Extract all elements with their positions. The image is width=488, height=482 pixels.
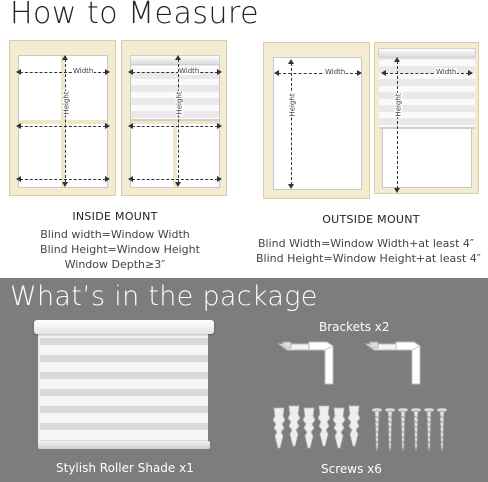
outside-window-frame-blind	[374, 42, 479, 194]
bracket-icon	[362, 338, 432, 388]
width-dimension-line	[20, 179, 106, 180]
wall-anchors-icon	[270, 402, 370, 458]
width-label: Width	[325, 68, 346, 76]
height-label: Height	[175, 91, 184, 115]
width-dimension-line	[132, 179, 218, 180]
inside-mount-formula-1: Blind width=Window Width	[40, 228, 190, 241]
window-pane	[18, 55, 108, 188]
height-dimension-line	[291, 63, 292, 185]
height-dimension-line	[178, 59, 179, 183]
inside-mount-heading: INSIDE MOUNT	[72, 210, 158, 223]
inside-window-frame-blind	[121, 40, 227, 196]
outside-window-frame	[263, 42, 370, 199]
inside-mount-formula-2: Blind Height=Window Height	[40, 243, 200, 256]
inside-window-frame	[9, 40, 116, 196]
shade-label: Stylish Roller Shade x1	[56, 461, 194, 475]
brackets-label: Brackets x2	[319, 320, 390, 334]
width-label: Width	[179, 67, 200, 75]
height-label: Height	[394, 93, 403, 117]
width-dimension-line	[132, 126, 218, 127]
width-label: Width	[436, 68, 457, 76]
blind-cassette	[378, 48, 476, 58]
outside-mount-formula-1: Blind Width=Window Width+at least 4″	[257, 237, 475, 250]
width-dimension-line	[20, 126, 106, 127]
screws-label: Screws x6	[321, 462, 382, 476]
inside-mount-formula-3: Window Depth≥3″	[64, 258, 166, 271]
outside-mount-heading: OUTSIDE MOUNT	[322, 213, 420, 226]
blind-illustration	[379, 53, 475, 129]
height-label: Height	[62, 91, 71, 115]
width-dimension-line	[132, 72, 218, 73]
height-dimension-line	[397, 61, 398, 189]
screws-icon	[370, 406, 454, 458]
package-title: What’s in the package	[10, 281, 318, 312]
outside-mount-formula-2: Blind Height=Window Height+at least 4″	[256, 252, 481, 265]
window-pane	[273, 57, 362, 190]
height-label: Height	[288, 93, 297, 117]
height-dimension-line	[65, 59, 66, 183]
roller-shade-image	[34, 320, 214, 455]
width-label: Width	[73, 67, 94, 75]
bracket-icon	[275, 338, 345, 388]
measure-title: How to Measure	[10, 0, 260, 31]
